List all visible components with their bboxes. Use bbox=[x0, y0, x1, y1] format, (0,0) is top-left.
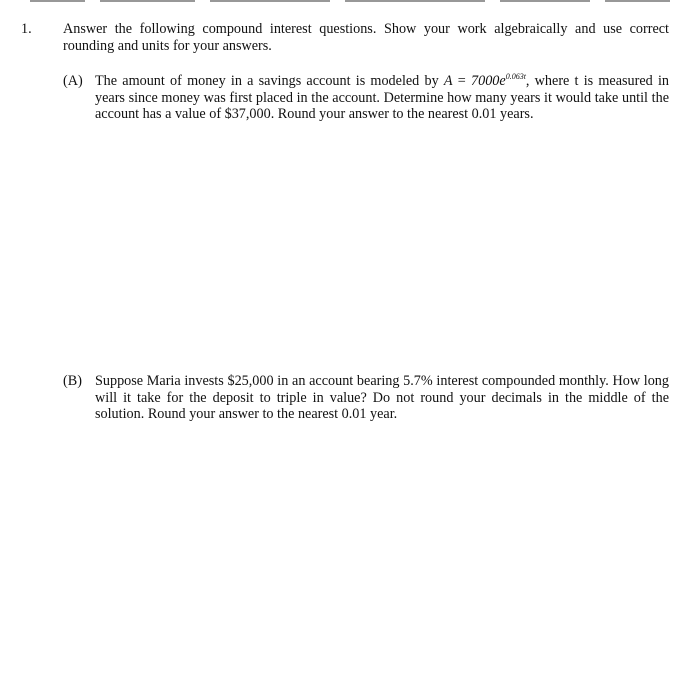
part-a bbox=[63, 73, 669, 123]
part-a-text-before: The amount of money in a savings account is modeled by bbox=[95, 73, 444, 89]
part-b bbox=[63, 373, 669, 423]
part-a-formula bbox=[444, 73, 526, 89]
part-b-text: Suppose Maria invests $25,000 in an account bearing 5.7% interest compounded monthly. How long will it take for the deposit to triple in value? Do not round your decimals in the middle of the solution. Round your answer to the nearest 0.01 year. bbox=[95, 373, 669, 422]
formula-exponent: 0.063t bbox=[505, 72, 526, 81]
part-a-text bbox=[95, 73, 669, 123]
formula-coefficient: 7000 bbox=[471, 73, 500, 89]
part-b-label: (B) bbox=[63, 373, 82, 389]
formula-equals: = bbox=[452, 73, 471, 89]
part-a-label: (A) bbox=[63, 73, 83, 89]
formula-base: e bbox=[499, 73, 506, 89]
question-intro: Answer the following compound interest questions. Show your work algebraically and use correct rounding and units for your answers. bbox=[63, 21, 669, 54]
part-a-text-after: , where t is measured in years since money was first placed in the account. Determine how many years it would take until the account has a value of $37,000. Round your answer to the nearest 0.01 years. bbox=[95, 73, 669, 122]
top-cutoff-text-line bbox=[30, 0, 670, 2]
formula-lhs: A bbox=[443, 73, 453, 89]
question-number: 1. bbox=[21, 21, 32, 37]
